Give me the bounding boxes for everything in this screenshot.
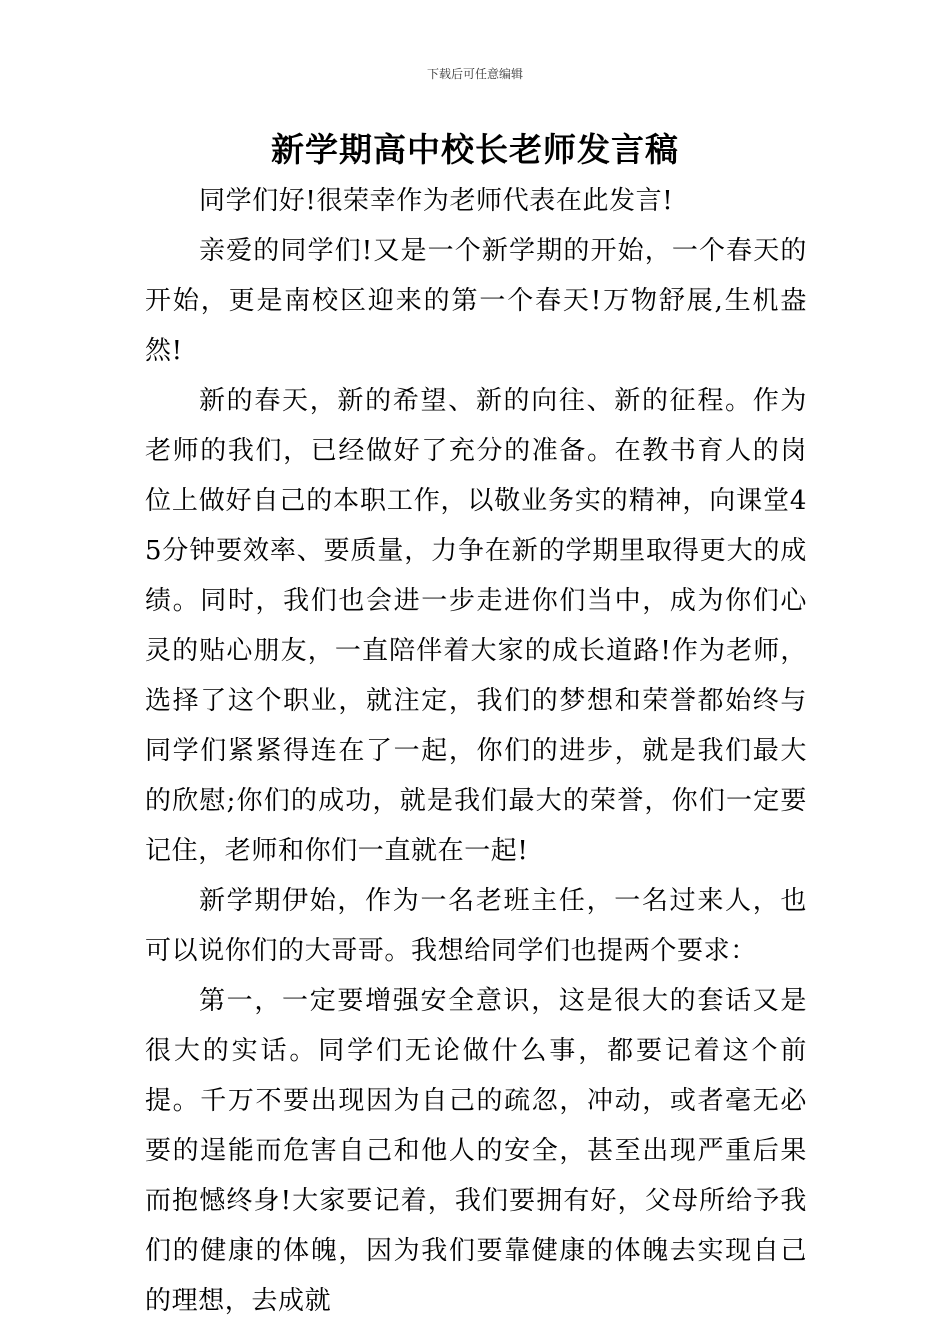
paragraph-first-requirement: 第一，一定要增强安全意识，这是很大的套话又是很大的实话。同学们无论做什么事，都要记着这个前提。千万不要出现因为自己的疏忽，冲动，或者毫无必要的逞能而危害自己和他人的安全，甚至出现严重后果而抱憾终身!大家要记着，我们要拥有好，父母所给予我们的健康的体魄，因为我们要靠健康的体魄去实现自己的理想，去成就	[145, 986, 807, 1316]
paragraph-requirements-intro: 新学期伊始，作为一名老班主任，一名过来人，也可以说你们的大哥哥。我想给同学们也提两个要求：	[145, 886, 807, 966]
header-note: 下载后可任意编辑	[426, 67, 523, 81]
document-body	[145, 176, 807, 1326]
paragraph-new-spring: 新的春天，新的希望、新的向往、新的征程。作为老师的我们，已经做好了充分的准备。在教书育人的岗位上做好自己的本职工作，以敬业务实的精神，向课堂45分钟要效率、要质量，力争在新的学期里取得更大的成绩。同时，我们也会进一步走进你们当中，成为你们心灵的贴心朋友，一直陪伴着大家的成长道路!作为老师，选择了这个职业，就注定，我们的梦想和荣誉都始终与同学们紧紧得连在了一起，你们的进步，就是我们最大的欣慰;你们的成功，就是我们最大的荣誉，你们一定要记住，老师和你们一直就在一起!	[145, 386, 807, 866]
paragraph-greeting: 同学们好!很荣幸作为老师代表在此发言!	[199, 186, 674, 216]
paragraph-opening: 亲爱的同学们!又是一个新学期的开始，一个春天的开始，更是南校区迎来的第一个春天!万物舒展,生机盎然!	[145, 236, 807, 366]
document-title: 新学期高中校长老师发言稿	[271, 130, 679, 169]
